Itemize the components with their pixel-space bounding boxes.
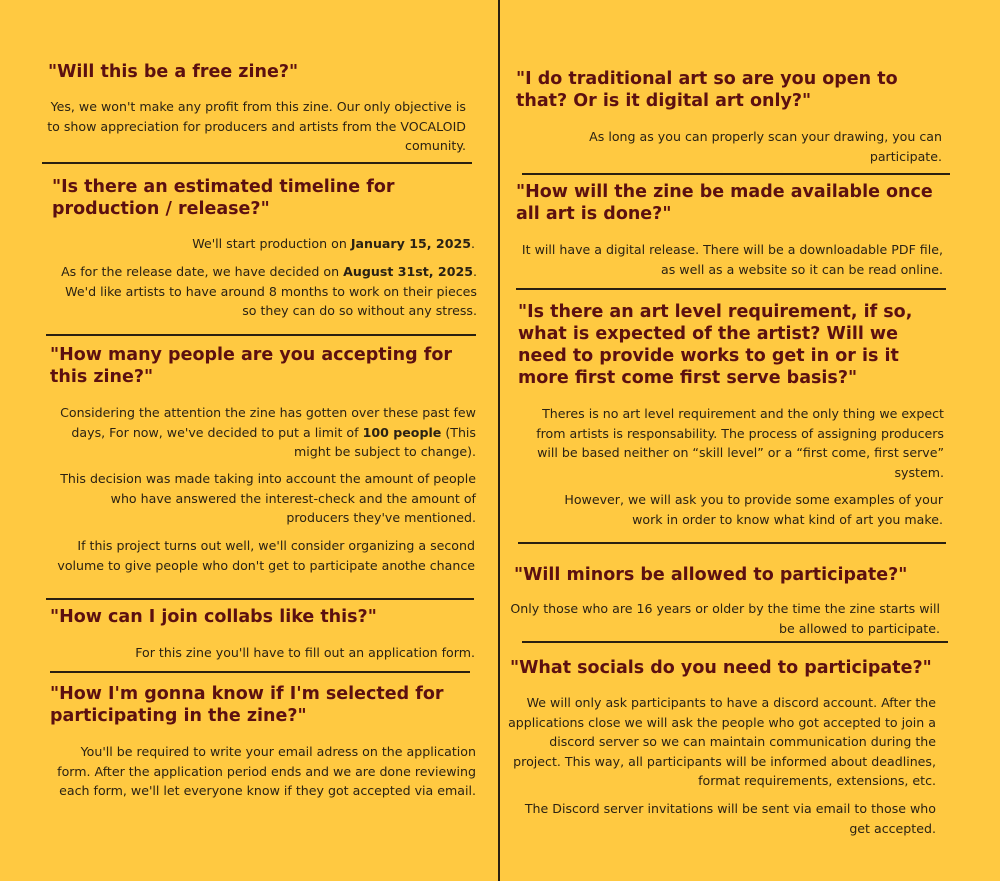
faq-question: "Will this be a free zine?" xyxy=(48,62,299,82)
faq-question: "How many people are you accepting for this zine?" xyxy=(50,345,452,387)
faq-answer: The Discord server invitations will be sent via email to those who get accepted. xyxy=(524,801,936,836)
faq-answer: We will only ask participants to have a discord account. After the applications close we will ask the people who got accepted to join a discord server so we can maintain communication during the project. This way, all participants will be informed about deadlines, format requirements, extensions, etc. xyxy=(508,695,936,788)
faq-answer: For this zine you'll have to fill out an application form. xyxy=(135,645,475,660)
section-divider xyxy=(518,542,946,544)
section-divider xyxy=(516,288,946,290)
faq-question: "How can I join collabs like this?" xyxy=(50,607,377,627)
section-divider xyxy=(50,671,470,673)
faq-answer: Only those who are 16 years or older by the time the zine starts will be allowed to participate. xyxy=(510,601,940,636)
column-divider xyxy=(498,0,500,881)
faq-question: "How I'm gonna know if I'm selected for participating in the zine?" xyxy=(50,684,444,726)
faq-answer: We'll start production on January 15, 2025. xyxy=(192,236,475,251)
faq-question: "Is there an estimated timeline for production / release?" xyxy=(52,177,395,219)
faq-answer: Theres is no art level requirement and the only thing we expect from artists is responsability. The process of assigning producers will be based neither on “skill level” or a “first come, first serve” system. xyxy=(536,406,944,480)
section-divider xyxy=(42,162,472,164)
faq-answer: Yes, we won't make any profit from this zine. Our only objective is to show appreciation for producers and artists from the VOCALOID comunity. xyxy=(47,99,466,153)
faq-answer: Considering the attention the zine has gotten over these past few days, For now, we've decided to put a limit of 100 people (This might be subject to change). xyxy=(60,405,476,459)
faq-answer: If this project turns out well, we'll consider organizing a second volume to give people who don't get to participate anothe chance xyxy=(57,538,475,573)
faq-question: "How will the zine be made available once all art is done?" xyxy=(516,182,933,224)
section-divider xyxy=(46,598,474,600)
section-divider xyxy=(46,334,476,336)
faq-answer: It will have a digital release. There will be a downloadable PDF file, as well as a website so it can be read online. xyxy=(521,242,943,277)
faq-question: "Will minors be allowed to participate?" xyxy=(514,565,908,585)
faq-question: "Is there an art level requirement, if so, what is expected of the artist? Will we need to provide works to get in or is it more first come first serve basis?" xyxy=(518,302,913,388)
faq-answer: However, we will ask you to provide some examples of your work in order to know what kind of art you make. xyxy=(564,492,943,527)
faq-answer: This decision was made taking into account the amount of people who have answered the interest-check and the amount of producers they've mentioned. xyxy=(60,471,476,525)
faq-answer: You'll be required to write your email adress on the application form. After the application period ends and we are done reviewing each form, we'll let everyone know if they got accepted via email. xyxy=(57,744,476,798)
section-divider xyxy=(522,173,950,175)
faq-answer: As for the release date, we have decided on August 31st, 2025. We'd like artists to have around 8 months to work on their pieces so they can do so without any stress. xyxy=(61,264,477,318)
faq-question: "I do traditional art so are you open to that? Or is it digital art only?" xyxy=(516,69,898,111)
faq-question: "What socials do you need to participate?" xyxy=(510,658,932,678)
faq-answer: As long as you can properly scan your drawing, you can participate. xyxy=(589,129,942,164)
section-divider xyxy=(522,641,948,643)
